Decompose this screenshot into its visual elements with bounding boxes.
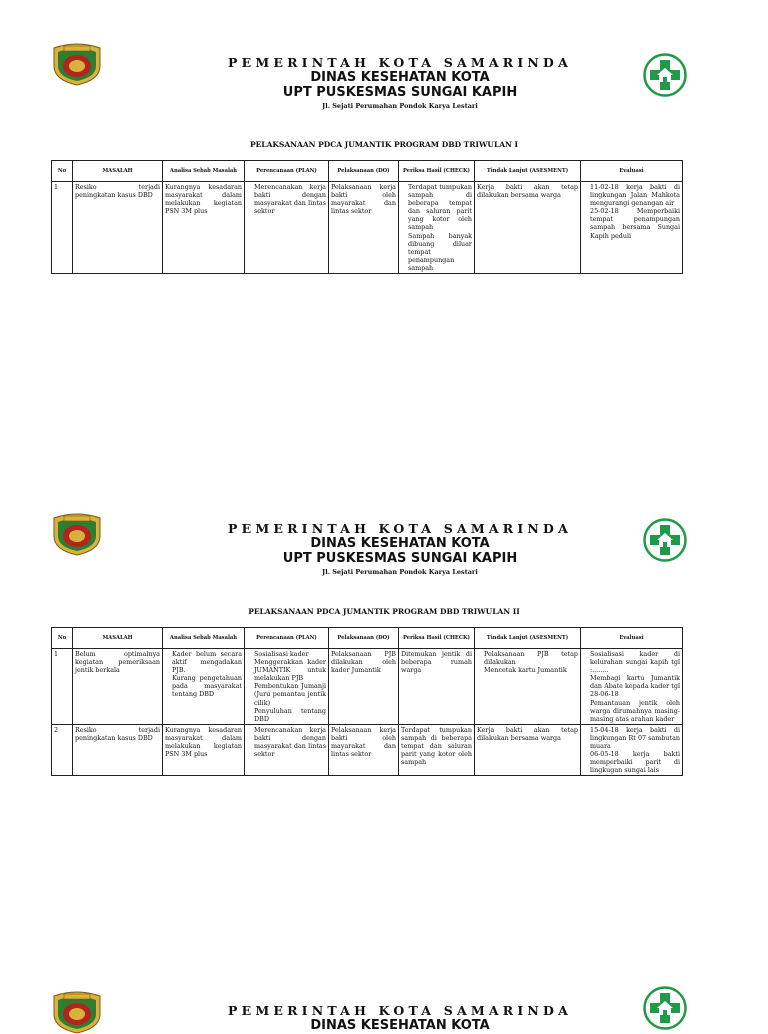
cell-masalah: Resiko terjadi peningkatan kasus DBD bbox=[73, 182, 163, 274]
table-row bbox=[52, 724, 683, 776]
cell-check bbox=[399, 724, 475, 776]
col-header-plan: Perencanaan (PLAN) bbox=[245, 161, 329, 182]
cell-no: 1 bbox=[52, 649, 73, 725]
list-item: • Terdapat tumpukan sampah di beberapa tempat dan saluran parit yang kotor oleh sampah bbox=[408, 183, 472, 232]
col-header-asesment: Tindak Lanjut (ASESMENT) bbox=[475, 161, 581, 182]
cell-masalah: Resiko terjadi peningkatan kasus DBD bbox=[73, 724, 163, 776]
cell-text: Kerja bakti akan tetap dilakukan bersama warga bbox=[477, 725, 578, 742]
cell-check bbox=[399, 182, 475, 274]
col-header-evaluasi: Evaluasi bbox=[581, 161, 683, 182]
col-header-evaluasi: Evaluasi bbox=[581, 628, 683, 649]
list-item: • 06-05-18 kerja bakti memperbaiki parit di lingkugan sungai lais bbox=[590, 750, 680, 774]
header-address: Jl. Sejati Perumahan Pondok Karya Lestari bbox=[322, 102, 478, 110]
col-header-check: Periksa Hasil (CHECK) bbox=[399, 161, 475, 182]
letterhead bbox=[150, 55, 650, 111]
list-item: • Kurang pengetahuan pada masyarakat tentang DBD bbox=[172, 674, 242, 698]
header-line3: UPT PUSKESMAS SUNGAI KAPIH bbox=[282, 85, 518, 100]
cell-no: 2 bbox=[52, 724, 73, 776]
list-item: • Sosialisasi kader bbox=[254, 650, 326, 658]
list-item: • Pembentukan Jumanji (Juru pemantau jentik cilik) bbox=[254, 682, 326, 706]
cell-asesment bbox=[475, 182, 581, 274]
cell-text: Pelaksanaan kerja bakti oleh mayarakat dan lintas sektor bbox=[331, 183, 396, 216]
header-line1: PEMERINTAH KOTA SAMARINDA bbox=[228, 1003, 572, 1018]
cell-do bbox=[329, 182, 399, 274]
city-seal-icon bbox=[50, 512, 104, 556]
col-header-masalah: MASALAH bbox=[73, 161, 163, 182]
list-item: • Menggerakkan kader JUMANTIK untuk melakukan PJB bbox=[254, 658, 326, 682]
puskesmas-cross-icon bbox=[643, 986, 687, 1030]
table-header-row bbox=[52, 628, 683, 649]
cell-asesment bbox=[475, 649, 581, 725]
header-address: Jl. Sejati Perumahan Pondok Karya Lestari bbox=[322, 568, 478, 576]
col-header-analisa: Analisa Sebab Masalah bbox=[163, 161, 245, 182]
cell-text: Terdapat tumpukan sampah di beberapa tempat dan saluran parit yang kotor oleh sampah bbox=[401, 725, 472, 767]
col-header-asesment: Tindak Lanjut (ASESMENT) bbox=[475, 628, 581, 649]
list-item: • 11-02-18 kerja bakti di lingkungan Jalan Mahkota mengurangi genangan air bbox=[590, 183, 680, 207]
header-line3: UPT PUSKESMAS SUNGAI KAPIH bbox=[282, 551, 518, 566]
cell-text: Pelaksanaan PJB dilakukan oleh kader Jumantik bbox=[331, 650, 396, 675]
section-title: PELAKSANAAN PDCA JUMANTIK PROGRAM DBD TRIWULAN II bbox=[248, 607, 520, 616]
cell-plan bbox=[245, 724, 329, 776]
cell-text: Kerja bakti akan tetap dilakukan bersama warga bbox=[477, 183, 578, 200]
cell-plan bbox=[245, 182, 329, 274]
list-item: • Merencanakan kerja bakti dengan masyarakat dan lintas sektor bbox=[254, 726, 326, 758]
cell-text: Kurangnya kesadaran masyarakat dalam melakukan kegiatan PSN 3M plus bbox=[165, 183, 242, 216]
list-item: • Kader belum secara aktif mengadakan PJB. bbox=[172, 650, 242, 674]
pdca-table-triwulan-1 bbox=[51, 160, 683, 274]
cell-evaluasi bbox=[581, 182, 683, 274]
list-item: • Pelaksanaan PJB tetap dilakukan bbox=[484, 650, 578, 666]
city-seal-icon bbox=[50, 42, 104, 86]
cell-plan bbox=[245, 649, 329, 725]
cell-analisa bbox=[163, 724, 245, 776]
col-header-analisa: Analisa Sebab Masalah bbox=[163, 628, 245, 649]
cell-check bbox=[399, 649, 475, 725]
cell-do bbox=[329, 724, 399, 776]
cell-text: Pelaksanaan kerja bakti oleh mayarakat dan lintas sektor bbox=[331, 725, 396, 759]
table-row bbox=[52, 649, 683, 725]
list-item: • Mencetak kartu Jumantik bbox=[484, 666, 578, 674]
cell-evaluasi bbox=[581, 724, 683, 776]
list-item: • Membagi kartu Jumantik dan Abate kepada kader tgl 28-06-18 bbox=[590, 674, 680, 698]
col-header-do: Pelaksanaan (DO) bbox=[329, 161, 399, 182]
col-header-no: No bbox=[52, 161, 73, 182]
cell-evaluasi bbox=[581, 649, 683, 725]
col-header-masalah: MASALAH bbox=[73, 628, 163, 649]
header-line2: DINAS KESEHATAN KOTA bbox=[310, 1018, 490, 1033]
header-line2: DINAS KESEHATAN KOTA bbox=[310, 536, 490, 551]
list-item: • Pemantauan jentik oleh warga dirumahnya masing-masing atas arahan kader bbox=[590, 699, 680, 723]
letterhead bbox=[150, 1003, 650, 1033]
list-item: • 25-02-18 Memperbaiki tempat penampungan sampah bersama Sungai Kapih peduli bbox=[590, 207, 680, 239]
cell-text: Kurangnya kesadaran masyarakat dalam melakukan kegiatan PSN 3M plus bbox=[165, 725, 242, 759]
table-header-row bbox=[52, 161, 683, 182]
letterhead bbox=[150, 521, 650, 577]
list-item: • Merencanakan kerja bakti dengan masyarakat dan lintas sektor bbox=[254, 183, 326, 215]
header-line1: PEMERINTAH KOTA SAMARINDA bbox=[228, 521, 572, 536]
col-header-check: Periksa Hasil (CHECK) bbox=[399, 628, 475, 649]
pdca-table-triwulan-2 bbox=[51, 627, 683, 776]
section-title: PELAKSANAAN PDCA JUMANTIK PROGRAM DBD TRIWULAN I bbox=[249, 140, 519, 149]
puskesmas-cross-icon bbox=[643, 53, 687, 97]
cell-analisa bbox=[163, 182, 245, 274]
list-item: • 15-04-18 kerja bakti di lingkungan Rt 07 sambutan muara bbox=[590, 726, 680, 750]
city-seal-icon bbox=[50, 990, 104, 1034]
cell-asesment bbox=[475, 724, 581, 776]
header-line2: DINAS KESEHATAN KOTA bbox=[310, 70, 490, 85]
puskesmas-cross-icon bbox=[643, 518, 687, 562]
table-row bbox=[52, 182, 683, 274]
list-item: • Sampah banyak dibuang diluar tempat penampungan sampah bbox=[408, 232, 472, 272]
header-line1: PEMERINTAH KOTA SAMARINDA bbox=[228, 55, 572, 70]
cell-masalah: Belum optimalnya kegiatan pemeriksaan jentik berkala bbox=[73, 649, 163, 725]
cell-text: Ditemukan jentik di beberapa rumah warga bbox=[401, 650, 472, 675]
cell-analisa bbox=[163, 649, 245, 725]
list-item: • Sosialisasi kader di kelurahan sungai kapih tgl :........ bbox=[590, 650, 680, 674]
col-header-plan: Perencanaan (PLAN) bbox=[245, 628, 329, 649]
list-item: • Penyuluhan tentang DBD bbox=[254, 707, 326, 723]
cell-no: 1 bbox=[52, 182, 73, 274]
col-header-do: Pelaksanaan (DO) bbox=[329, 628, 399, 649]
col-header-no: No bbox=[52, 628, 73, 649]
cell-do bbox=[329, 649, 399, 725]
